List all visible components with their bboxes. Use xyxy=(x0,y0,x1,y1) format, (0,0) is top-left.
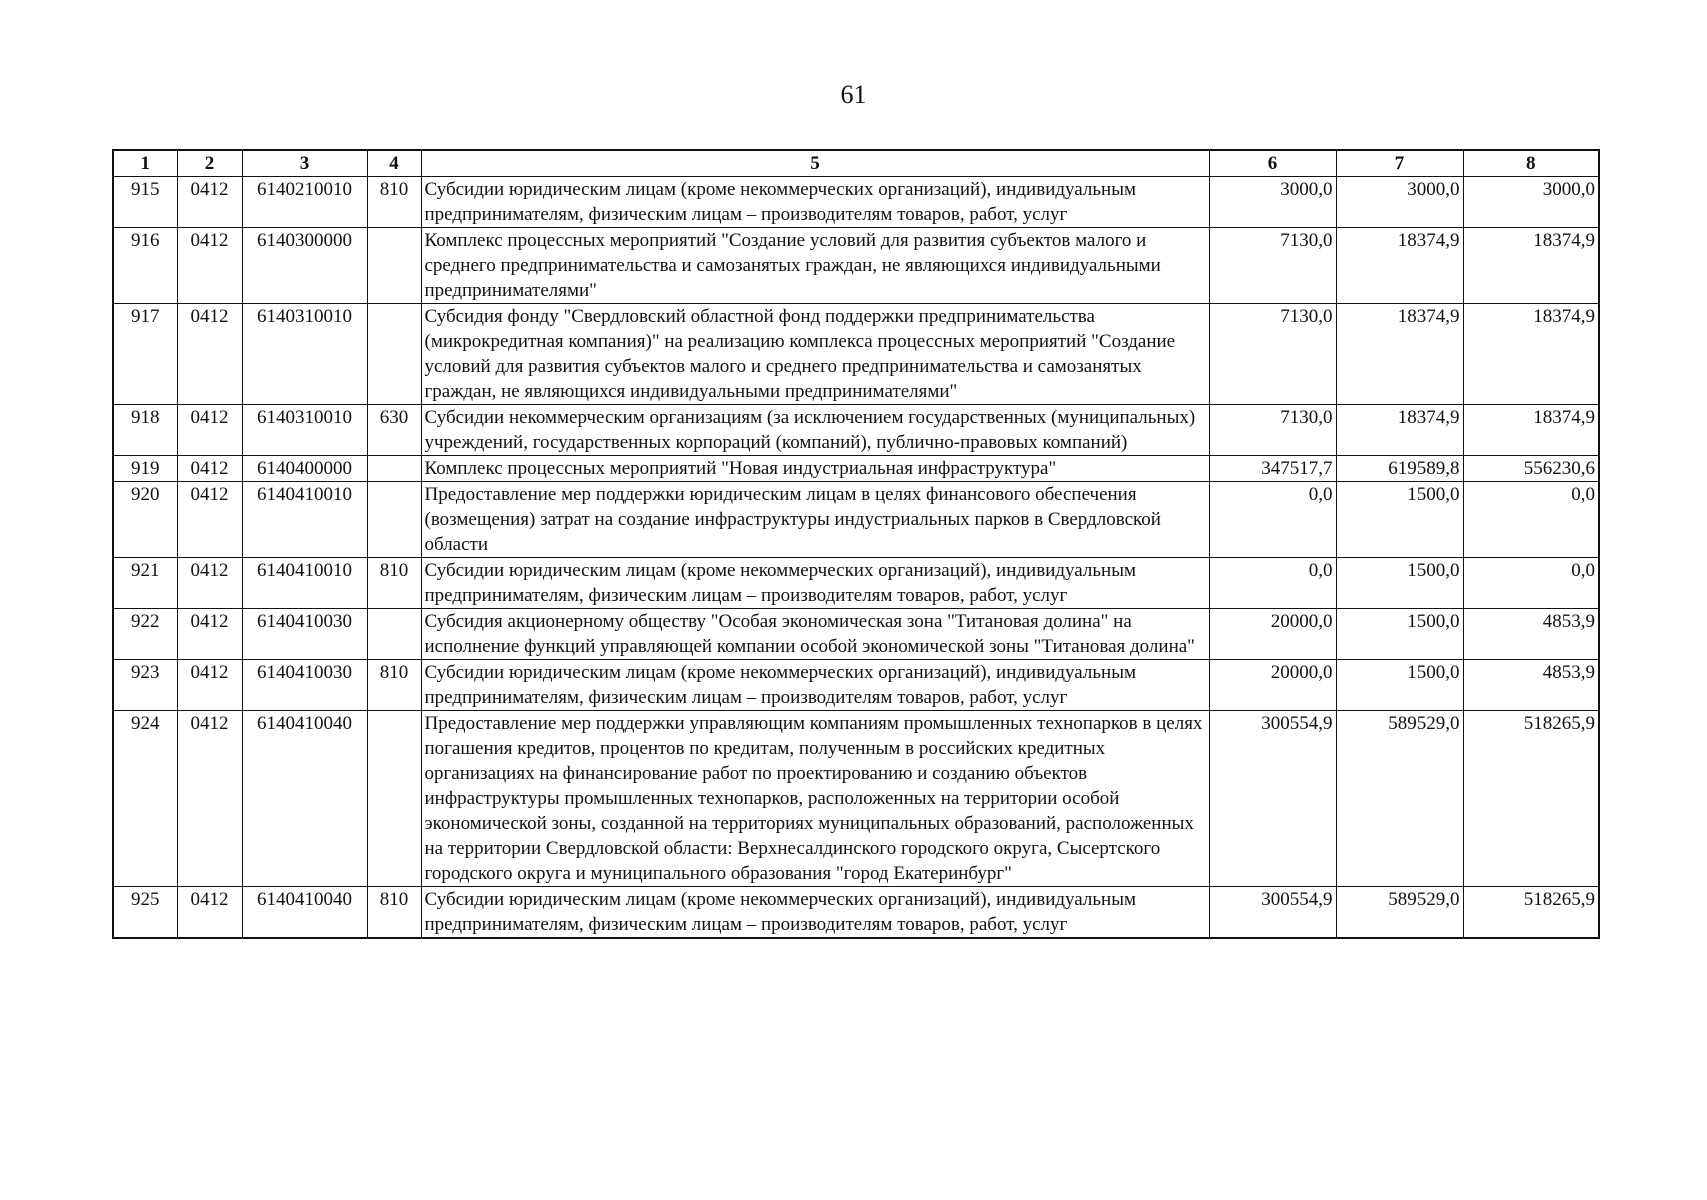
item-name-cell: Субсидии некоммерческим организациям (за исключением государственных (муниципальных) учреждений, государственных корпораций (компаний), публично-правовых компаний) xyxy=(421,405,1209,456)
section-code-cell: 0412 xyxy=(177,609,242,660)
table-body xyxy=(113,177,1599,939)
budget-table xyxy=(112,149,1600,939)
amount-col8-cell: 518265,9 xyxy=(1463,887,1599,939)
amount-col8-cell: 518265,9 xyxy=(1463,711,1599,887)
row-number-cell: 919 xyxy=(113,456,177,482)
amount-col8-cell: 4853,9 xyxy=(1463,660,1599,711)
row-number-cell: 915 xyxy=(113,177,177,228)
section-code-cell: 0412 xyxy=(177,304,242,405)
column-header: 1 xyxy=(113,150,177,177)
expense-type-cell: 810 xyxy=(367,660,421,711)
amount-col7-cell: 3000,0 xyxy=(1336,177,1463,228)
section-code-cell: 0412 xyxy=(177,456,242,482)
column-header: 6 xyxy=(1209,150,1336,177)
amount-col6-cell: 300554,9 xyxy=(1209,711,1336,887)
item-name-cell: Предоставление мер поддержки юридическим лицам в целях финансового обеспечения (возмещения) затрат на создание инфраструктуры индустриальных парков в Свердловской области xyxy=(421,482,1209,558)
column-header: 8 xyxy=(1463,150,1599,177)
item-name-cell: Субсидии юридическим лицам (кроме некоммерческих организаций), индивидуальным предпринимателям, физическим лицам – производителям товаров, работ, услуг xyxy=(421,887,1209,939)
row-number-cell: 924 xyxy=(113,711,177,887)
table-header-row xyxy=(113,150,1599,177)
table-row xyxy=(113,711,1599,887)
expense-type-cell xyxy=(367,711,421,887)
target-code-cell: 6140210010 xyxy=(242,177,367,228)
amount-col7-cell: 589529,0 xyxy=(1336,711,1463,887)
amount-col6-cell: 20000,0 xyxy=(1209,660,1336,711)
row-number-cell: 917 xyxy=(113,304,177,405)
section-code-cell: 0412 xyxy=(177,228,242,304)
column-header: 7 xyxy=(1336,150,1463,177)
table-row xyxy=(113,558,1599,609)
amount-col8-cell: 0,0 xyxy=(1463,558,1599,609)
item-name-cell: Комплекс процессных мероприятий "Новая индустриальная инфраструктура" xyxy=(421,456,1209,482)
amount-col7-cell: 1500,0 xyxy=(1336,482,1463,558)
expense-type-cell xyxy=(367,304,421,405)
table-row xyxy=(113,228,1599,304)
amount-col6-cell: 20000,0 xyxy=(1209,609,1336,660)
item-name-cell: Субсидия фонду "Свердловский областной фонд поддержки предпринимательства (микрокредитная компания)" на реализацию комплекса процессных мероприятий "Создание условий для развития субъектов малого и среднего предпринимательства и самозанятых граждан, не являющихся индивидуальными предпринимателями" xyxy=(421,304,1209,405)
section-code-cell: 0412 xyxy=(177,887,242,939)
table-row xyxy=(113,304,1599,405)
row-number-cell: 925 xyxy=(113,887,177,939)
column-header: 4 xyxy=(367,150,421,177)
item-name-cell: Комплекс процессных мероприятий "Создание условий для развития субъектов малого и среднего предпринимательства и самозанятых граждан, не являющихся индивидуальными предпринимателями" xyxy=(421,228,1209,304)
expense-type-cell xyxy=(367,228,421,304)
section-code-cell: 0412 xyxy=(177,558,242,609)
table-row xyxy=(113,456,1599,482)
section-code-cell: 0412 xyxy=(177,177,242,228)
section-code-cell: 0412 xyxy=(177,405,242,456)
section-code-cell: 0412 xyxy=(177,660,242,711)
row-number-cell: 916 xyxy=(113,228,177,304)
expense-type-cell: 810 xyxy=(367,887,421,939)
target-code-cell: 6140310010 xyxy=(242,405,367,456)
target-code-cell: 6140300000 xyxy=(242,228,367,304)
target-code-cell: 6140310010 xyxy=(242,304,367,405)
table-row xyxy=(113,405,1599,456)
amount-col7-cell: 619589,8 xyxy=(1336,456,1463,482)
column-header: 3 xyxy=(242,150,367,177)
column-header: 2 xyxy=(177,150,242,177)
amount-col8-cell: 18374,9 xyxy=(1463,405,1599,456)
target-code-cell: 6140410010 xyxy=(242,482,367,558)
amount-col7-cell: 18374,9 xyxy=(1336,228,1463,304)
section-code-cell: 0412 xyxy=(177,482,242,558)
expense-type-cell: 810 xyxy=(367,558,421,609)
amount-col6-cell: 0,0 xyxy=(1209,558,1336,609)
amount-col6-cell: 3000,0 xyxy=(1209,177,1336,228)
amount-col8-cell: 4853,9 xyxy=(1463,609,1599,660)
amount-col7-cell: 589529,0 xyxy=(1336,887,1463,939)
amount-col8-cell: 3000,0 xyxy=(1463,177,1599,228)
amount-col6-cell: 7130,0 xyxy=(1209,228,1336,304)
amount-col6-cell: 7130,0 xyxy=(1209,405,1336,456)
column-header: 5 xyxy=(421,150,1209,177)
item-name-cell: Субсидии юридическим лицам (кроме некоммерческих организаций), индивидуальным предпринимателям, физическим лицам – производителям товаров, работ, услуг xyxy=(421,177,1209,228)
amount-col7-cell: 18374,9 xyxy=(1336,304,1463,405)
table-row xyxy=(113,660,1599,711)
expense-type-cell xyxy=(367,609,421,660)
item-name-cell: Субсидии юридическим лицам (кроме некоммерческих организаций), индивидуальным предпринимателям, физическим лицам – производителям товаров, работ, услуг xyxy=(421,558,1209,609)
amount-col7-cell: 1500,0 xyxy=(1336,660,1463,711)
row-number-cell: 918 xyxy=(113,405,177,456)
table-row xyxy=(113,177,1599,228)
row-number-cell: 920 xyxy=(113,482,177,558)
amount-col8-cell: 556230,6 xyxy=(1463,456,1599,482)
expense-type-cell xyxy=(367,482,421,558)
target-code-cell: 6140400000 xyxy=(242,456,367,482)
target-code-cell: 6140410010 xyxy=(242,558,367,609)
target-code-cell: 6140410030 xyxy=(242,660,367,711)
amount-col8-cell: 0,0 xyxy=(1463,482,1599,558)
amount-col6-cell: 0,0 xyxy=(1209,482,1336,558)
item-name-cell: Субсидии юридическим лицам (кроме некоммерческих организаций), индивидуальным предпринимателям, физическим лицам – производителям товаров, работ, услуг xyxy=(421,660,1209,711)
amount-col7-cell: 1500,0 xyxy=(1336,609,1463,660)
expense-type-cell: 810 xyxy=(367,177,421,228)
table-row xyxy=(113,482,1599,558)
expense-type-cell: 630 xyxy=(367,405,421,456)
amount-col6-cell: 300554,9 xyxy=(1209,887,1336,939)
target-code-cell: 6140410040 xyxy=(242,887,367,939)
row-number-cell: 923 xyxy=(113,660,177,711)
amount-col7-cell: 18374,9 xyxy=(1336,405,1463,456)
row-number-cell: 921 xyxy=(113,558,177,609)
expense-type-cell xyxy=(367,456,421,482)
amount-col7-cell: 1500,0 xyxy=(1336,558,1463,609)
table-row xyxy=(113,887,1599,939)
row-number-cell: 922 xyxy=(113,609,177,660)
page-number: 61 xyxy=(840,80,867,109)
item-name-cell: Субсидия акционерному обществу "Особая экономическая зона "Титановая долина" на исполнение функций управляющей компании особой экономической зоны "Титановая долина" xyxy=(421,609,1209,660)
section-code-cell: 0412 xyxy=(177,711,242,887)
amount-col6-cell: 347517,7 xyxy=(1209,456,1336,482)
target-code-cell: 6140410040 xyxy=(242,711,367,887)
amount-col8-cell: 18374,9 xyxy=(1463,228,1599,304)
amount-col8-cell: 18374,9 xyxy=(1463,304,1599,405)
item-name-cell: Предоставление мер поддержки управляющим компаниям промышленных технопарков в целях погашения кредитов, процентов по кредитам, полученным в российских кредитных организациях на финансирование работ по проектированию и созданию объектов инфраструктуры промышленных технопарков, расположенных на территории особой экономической зоны, созданной на территориях муниципальных образований, расположенных на территории Свердловской области: Верхнесалдинского городского округа, Сысертского городского округа и муниципального образования "город Екатеринбург" xyxy=(421,711,1209,887)
amount-col6-cell: 7130,0 xyxy=(1209,304,1336,405)
target-code-cell: 6140410030 xyxy=(242,609,367,660)
table-row xyxy=(113,609,1599,660)
